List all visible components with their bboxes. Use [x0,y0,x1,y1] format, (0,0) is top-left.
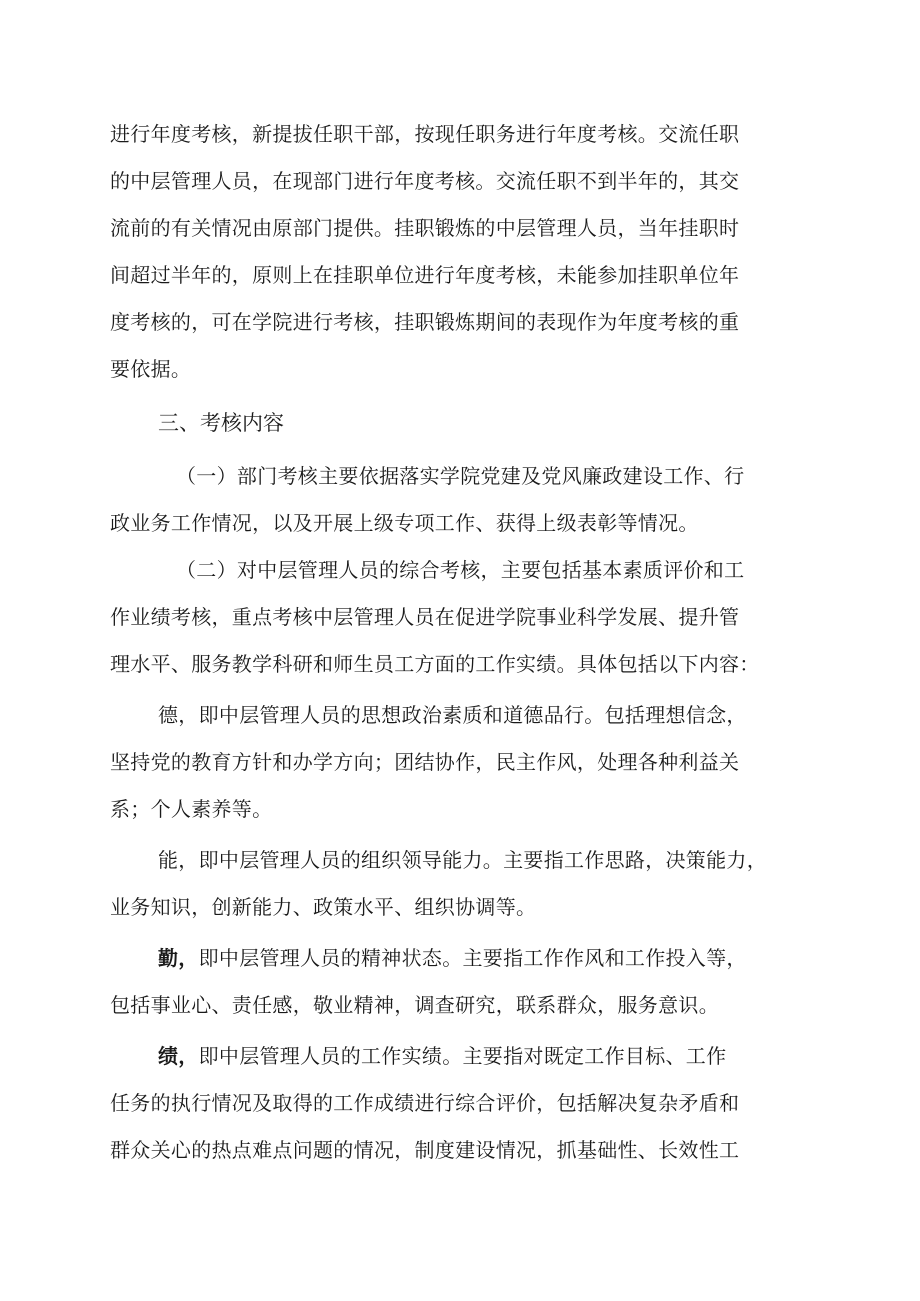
paragraph-line: 系；个人素养等。 [110,797,273,821]
paragraph-line: 流前的有关情况由原部门提供。挂职锻炼的中层管理人员，当年挂职时 [110,216,740,240]
bold-term-qin: 勤， [158,946,199,970]
bold-term-ji: 绩， [158,1044,199,1068]
paragraph-line: 业务知识，创新能力、政策水平、组织协调等。 [110,895,537,919]
paragraph-line: 德，即中层管理人员的思想政治素质和道德品行。包括理想信念， [158,703,747,727]
paragraph-line [158,1040,726,1069]
paragraph-line [158,942,747,971]
paragraph-line: 包括事业心、责任感，敬业精神，调查研究，联系群众，服务意识。 [110,993,719,1017]
paragraph-line: （一）部门考核主要依据落实学院党建及党风廉政建设工作、行 [176,464,745,488]
paragraph-line: 度考核的，可在学院进行考核，挂职锻炼期间的表现作为年度考核的重 [110,310,740,334]
paragraph-line: 间超过半年的，原则上在挂职单位进行年度考核，未能参加挂职单位年 [110,263,740,287]
paragraph-line: 理水平、服务教学科研和师生员工方面的工作实绩。具体包括以下内容： [110,652,760,676]
paragraph-line: 群众关心的热点难点问题的情况，制度建设情况，抓基础性、长效性工 [110,1138,740,1162]
section-heading: 三、考核内容 [158,411,284,435]
paragraph-text: 即中层管理人员的精神状态。主要指工作作风和工作投入等， [198,946,747,970]
paragraph-text: 即中层管理人员的工作实绩。主要指对既定工作目标、工作 [198,1044,727,1068]
paragraph-line: 政业务工作情况，以及开展上级专项工作、获得上级表彰等情况。 [110,511,699,535]
paragraph-line: 坚持党的教育方针和办学方向；团结协作，民主作风，处理各种利益关 [110,750,740,774]
paragraph-line: 作业绩考核，重点考核中层管理人员在促进学院事业科学发展、提升管 [110,605,740,629]
paragraph-line: 的中层管理人员，在现部门进行年度考核。交流任职不到半年的，其交 [110,169,740,193]
paragraph-line: 要依据。 [110,357,192,381]
paragraph-line: 任务的执行情况及取得的工作成绩进行综合评价，包括解决复杂矛盾和 [110,1091,740,1115]
paragraph-line: 进行年度考核，新提拔任职干部，按现任职务进行年度考核。交流任职 [110,122,740,146]
paragraph-line: 能，即中层管理人员的组织领导能力。主要指工作思路，决策能力， [158,848,767,872]
paragraph-line: （二）对中层管理人员的综合考核，主要包括基本素质评价和工 [176,558,745,582]
